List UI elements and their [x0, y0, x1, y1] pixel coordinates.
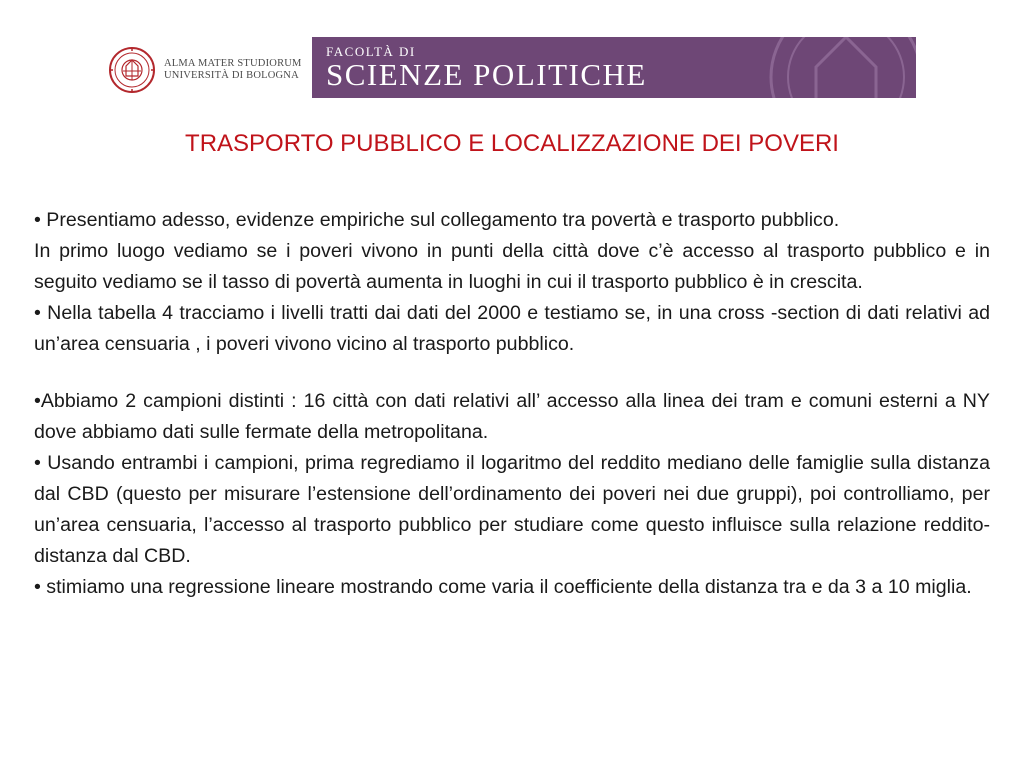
faculty-name: SCIENZE POLITICHE [326, 57, 647, 92]
seal-watermark-icon [756, 37, 916, 98]
university-name [164, 58, 302, 82]
university-name-line1: ALMA MATER STUDIORUM [164, 58, 302, 69]
university-logo [108, 44, 308, 96]
faculty-banner [312, 37, 916, 98]
paragraph: • Nella tabella 4 tracciamo i livelli tratti dai dati del 2000 e testiamo se, in una cross -section di dati relativi ad un’area censuaria , i poveri vivono vicino al trasporto pubblico. [34, 302, 990, 355]
faculty-label: FACOLTÀ DI [326, 44, 416, 59]
slide-body [34, 205, 990, 603]
slide-title: TRASPORTO PUBBLICO E LOCALIZZAZIONE DEI POVERI [185, 130, 839, 157]
paragraph: • Usando entrambi i campioni, prima regrediamo il logaritmo del reddito mediano delle famiglie sulla distanza dal CBD (questo per misurare l’estensione dell’ordinamento dei poveri nei due gruppi), poi controlliamo, per un’area censuaria, l’accesso al trasporto pubblico per studiare come questo influisce sulla relazione reddito-distanza dal CBD. [34, 452, 990, 567]
paragraph: • stimiamo una regressione lineare mostrando come varia il coefficiente della distanza tra e da 3 a 10 miglia. [34, 576, 972, 598]
paragraph: •Abbiamo 2 campioni distinti : 16 città con dati relativi all’ accesso alla linea dei tram e comuni esterni a NY dove abbiamo dati sulle fermate della metropolitana. [34, 390, 990, 443]
paragraph-spacer [34, 360, 990, 386]
university-name-line2: UNIVERSITÀ DI BOLOGNA [164, 70, 299, 81]
paragraph: In primo luogo vediamo se i poveri vivono in punti della città dove c’è accesso al trasporto pubblico e in seguito vediamo se il tasso di povertà aumenta in luoghi in cui il trasporto pubblico è in crescita. [34, 240, 990, 293]
paragraph: • Presentiamo adesso, evidenze empiriche sul collegamento tra povertà e trasporto pubblico. [34, 209, 840, 231]
university-seal-icon [108, 44, 156, 96]
